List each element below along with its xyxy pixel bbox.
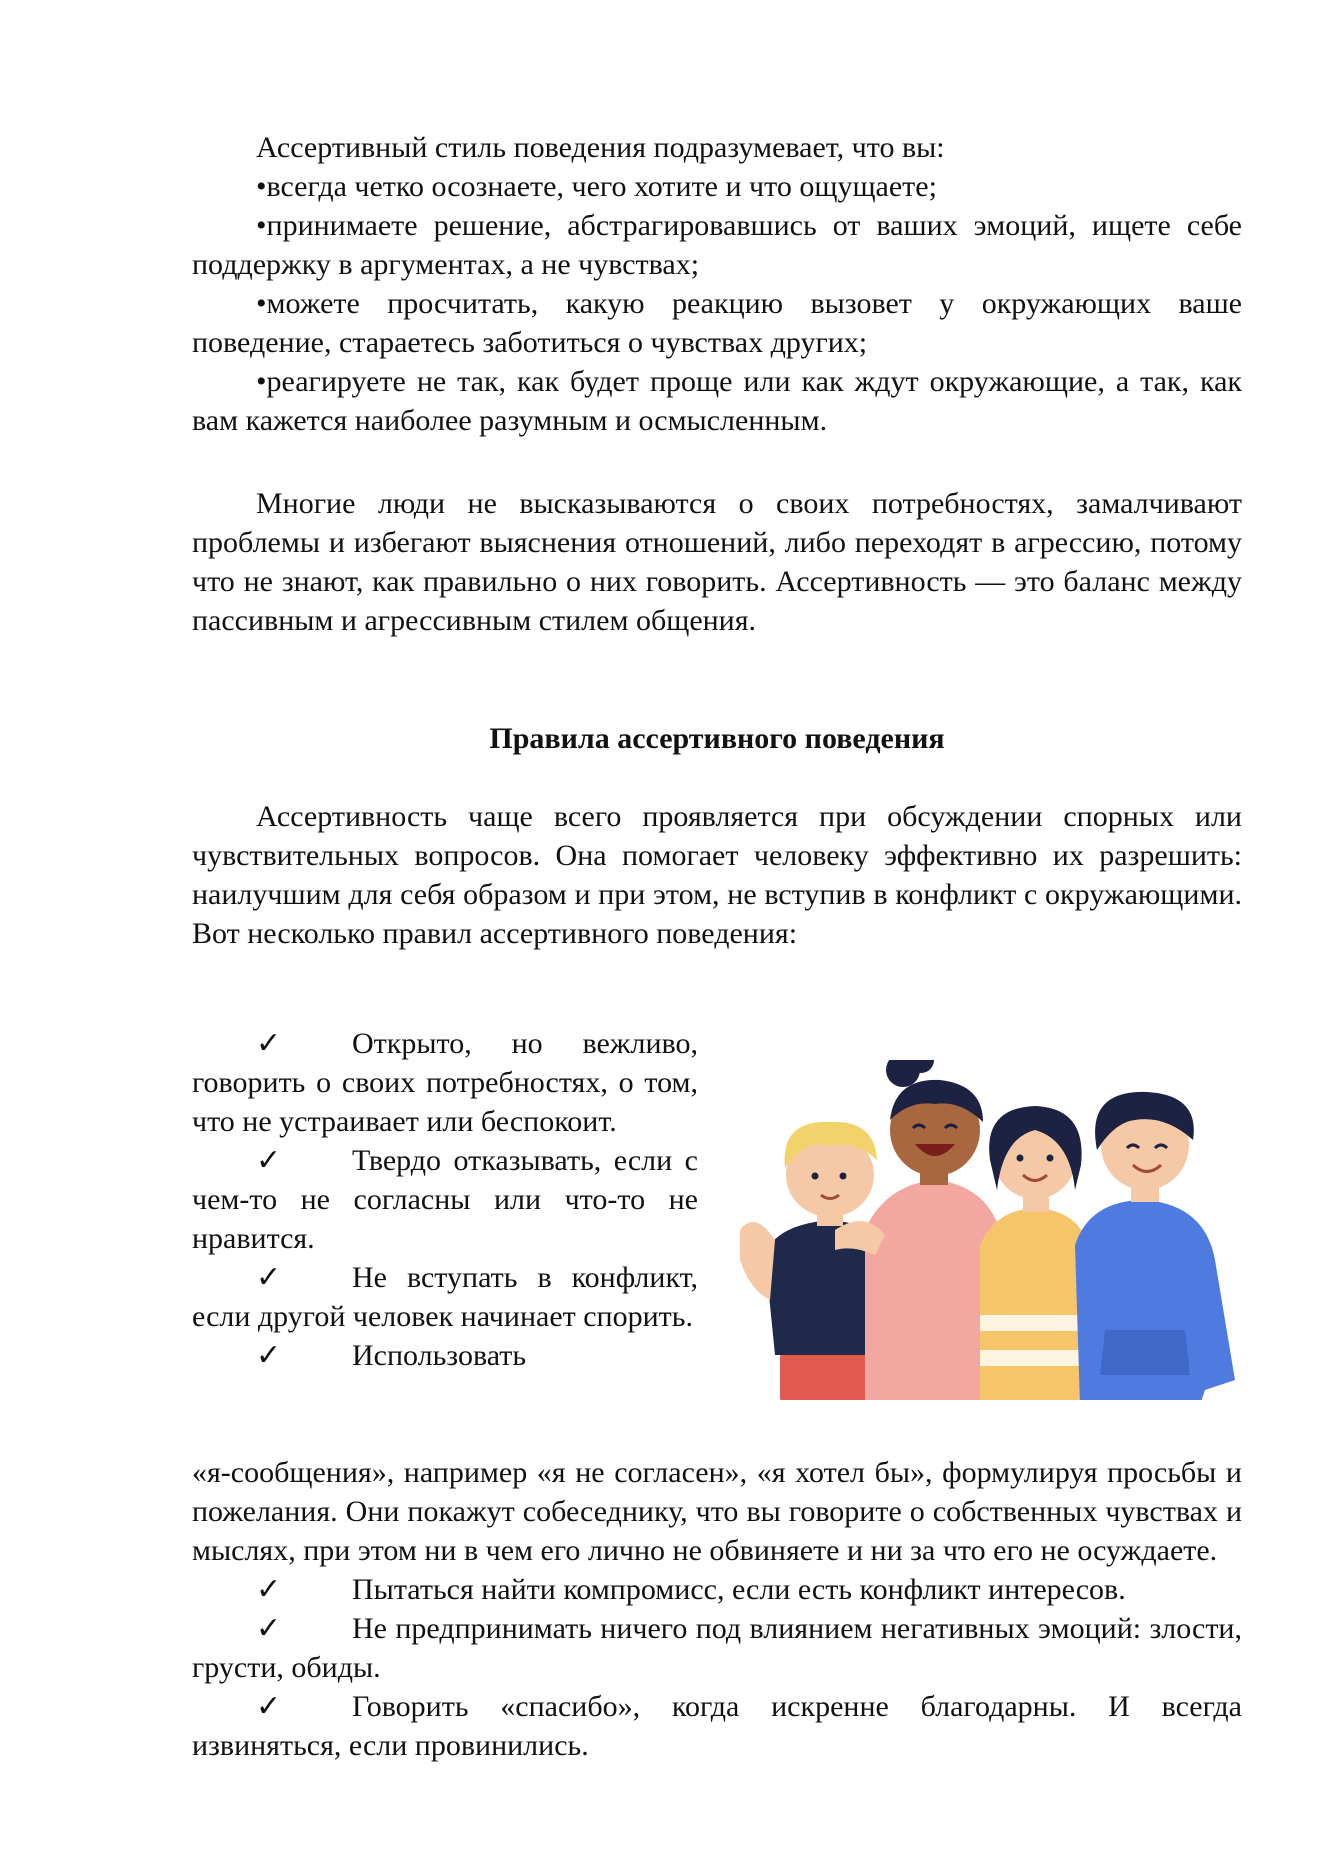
intro-bullet-2 [192,206,1242,284]
balance-paragraph: Многие люди не высказываются о своих потребностях, замалчивают проблемы и избегают выяснения отношений, либо переходят в агрессию, потому что не знают, как правильно о них говорить. Ассертивность — это баланс между пассивным и агрессивным стилем общения. [192,487,1242,637]
rule-item-4-start [192,1336,698,1375]
check-icon: ✓ [256,1261,282,1294]
intro-bullet-4 [192,362,1242,440]
intro-bullet-text: можете просчитать, какую реакцию вызовет у окружающих ваше поведение, стараетесь заботиться о чувствах других; [192,287,1242,359]
balance-block [192,484,1242,640]
section-intro-block [192,797,1242,953]
intro-lead: Ассертивный стиль поведения подразумевает, что вы: [256,131,945,164]
check-icon: ✓ [256,1573,282,1606]
rules-full [192,1453,1242,1765]
bullet-glyph: • [256,209,267,242]
check-icon: ✓ [256,1690,282,1723]
check-icon: ✓ [256,1339,282,1372]
rules-wrapped [192,1024,698,1375]
bullet-glyph: • [256,365,267,398]
check-icon: ✓ [256,1027,282,1060]
rule-item-2 [192,1141,698,1258]
intro-bullet-1 [192,167,1242,206]
friends-illustration [735,1060,1255,1400]
rule-text: Пытаться найти компромисс, если есть конфликт интересов. [352,1573,1126,1606]
section-intro: Ассертивность чаще всего проявляется при обсуждении спорных или чувствительных вопросов. Она помогает человеку эффективно их разрешить: наилучшим для себя образом и при этом, не вступив в конфликт с окружающими. Вот несколько правил ассертивного поведения: [192,800,1242,950]
rule-text: Не вступать в конфликт, если другой человек начинает спорить. [192,1261,698,1333]
bullet-glyph: • [256,287,267,320]
rule-item-4-continued: «я-сообщения», например «я не согласен», «я хотел бы», формулируя просьбы и пожелания. Они покажут собеседнику, что вы говорите о собственных чувствах и мыслях, при этом ни в чем его лично не обвиняете и ни за что его не осуждаете. [192,1456,1242,1567]
rule-item-6 [192,1609,1242,1687]
character-yellow-top [980,1106,1090,1400]
rule-item-7 [192,1687,1242,1765]
rule-text: Открыто, но вежливо, говорить о своих потребностях, о том, что не устраивает или беспокоит. [192,1027,698,1138]
check-icon: ✓ [256,1144,282,1177]
intro-block [192,128,1242,440]
intro-bullet-3 [192,284,1242,362]
rule-item-5 [192,1570,1242,1609]
bullet-glyph: • [256,170,267,203]
check-icon: ✓ [256,1612,282,1645]
rule-item-3 [192,1258,698,1336]
section-title: Правила ассертивного поведения [489,722,945,755]
character-blue-hoodie [1075,1092,1235,1400]
intro-bullet-text: реагируете не так, как будет проще или как ждут окружающие, а так, как вам кажется наиболее разумным и осмысленным. [192,365,1242,437]
rule-text: Не предпринимать ничего под влиянием негативных эмоций: злости, грусти, обиды. [192,1612,1242,1684]
intro-bullet-text: принимаете решение, абстрагировавшись от ваших эмоций, ищете себе поддержку в аргументах, а не чувствах; [192,209,1242,281]
rule-text: Твердо отказывать, если с чем-то не согласны или что-то не нравится. [192,1144,698,1255]
rule-item-1 [192,1024,698,1141]
intro-bullet-text: всегда четко осознаете, чего хотите и что ощущаете; [266,170,937,203]
rule-text: Говорить «спасибо», когда искренне благодарны. И всегда извиняться, если провинились. [192,1690,1242,1762]
rule-text: Использовать [352,1339,527,1372]
